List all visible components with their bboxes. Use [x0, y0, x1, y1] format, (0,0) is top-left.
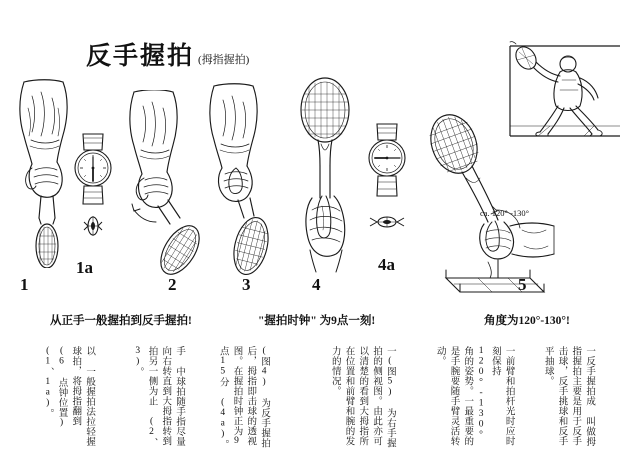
figure-1a-label: 1a: [76, 258, 93, 277]
text-column-1: 以 一般握拍法拉轻握球拍，将拇指翻到 (6 点钟位置) (1、1a)。: [42, 346, 95, 447]
text-column-6: 一反手握拍成 叫做拇指握拍主要是用于反手击球，反手挑球和反手平抽球。: [542, 346, 595, 447]
text-column-3: (图4) 为反手握拍后，拇指即击球的透视图。在握拍时钟正为9点15分 (4a)。: [217, 346, 270, 450]
figure-1-label: 1: [20, 275, 29, 294]
vertical-text-columns: [0, 346, 640, 456]
page-title: [86, 44, 249, 69]
figure-4a-label: 4a: [378, 255, 395, 274]
figure-2-label: 2: [168, 275, 177, 294]
figure-1a-watch-dial: [62, 132, 124, 252]
caption-left: 从正手一般握拍到反手握拍!: [50, 315, 192, 327]
caption-center: "握拍时钟" 为9点一刻!: [258, 315, 376, 327]
text-column-5: 一前臂和拍杆光时应时刻保持120°-130°角的姿势。一最重要的是手腕要随手臂灵活转动。: [434, 346, 514, 446]
figure-3-label: 3: [242, 275, 251, 294]
angle-annotation: ca. 120° -130°: [480, 208, 530, 218]
figure-4-label: 4: [312, 275, 321, 294]
page-title-sub: (拇指握拍): [198, 54, 250, 66]
figure-5-label: 5: [518, 275, 527, 294]
text-column-4: 一(图5) 为右手握拍的侧视图。由此亦可以清楚的看到大拇指所在位置和前臂和腕的发力的情况。: [329, 346, 395, 448]
figure-4a-watch-dial: [356, 122, 418, 252]
page-title-main: 反手握拍: [86, 43, 195, 70]
text-column-2: 手 中球拍随手指尽量向右转直到大拇指转到拍另一侧为止 (2、3)。: [132, 346, 185, 448]
caption-right: 角度为120°-130°!: [484, 315, 570, 327]
figure-row: [0, 70, 640, 300]
figure-player-demo: [498, 40, 628, 160]
figure-3-forearm-thumb-grip: [196, 82, 296, 277]
